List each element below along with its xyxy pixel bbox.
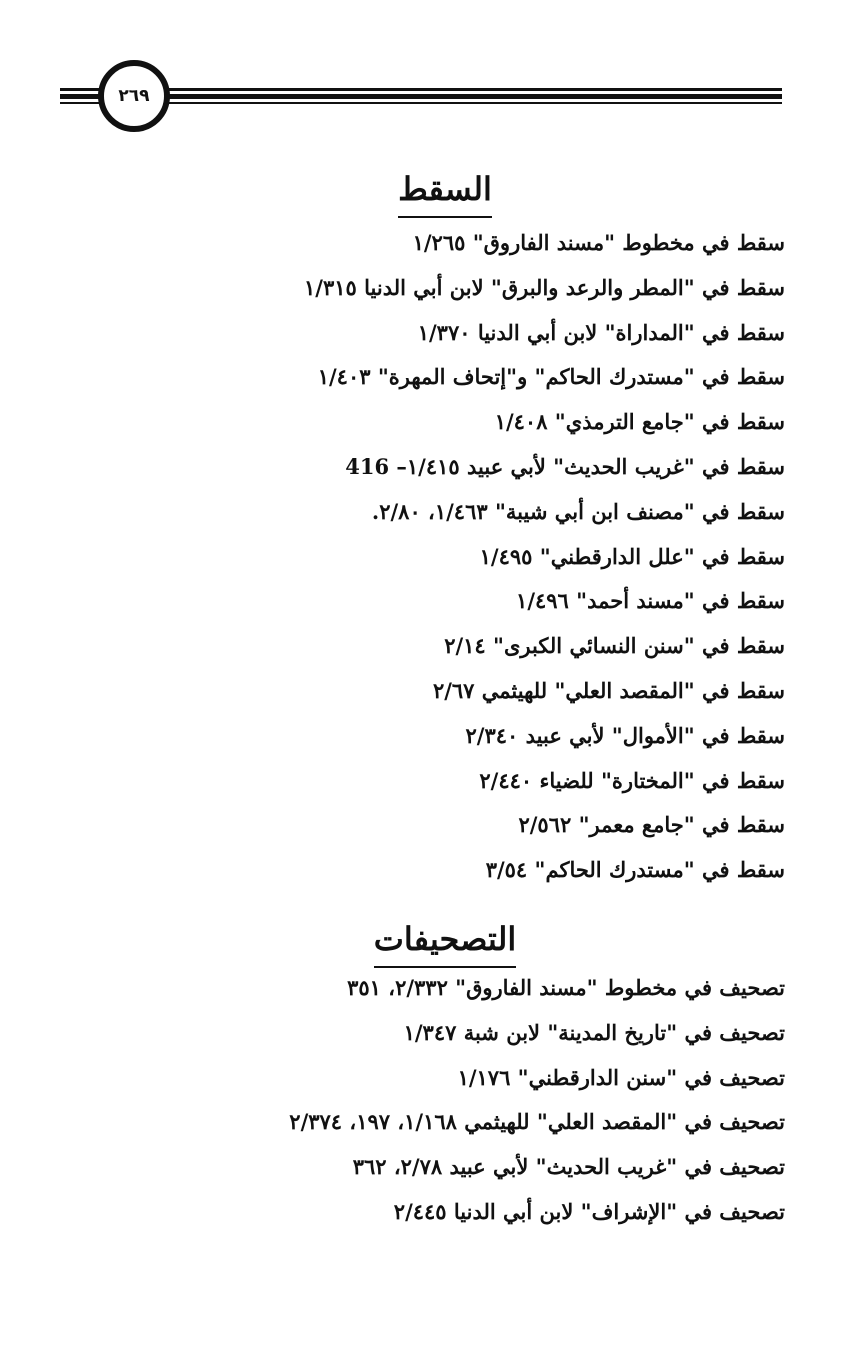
entry-list <box>304 221 785 893</box>
list-item: سقط في "جامع الترمذي" ١/٤٠٨ <box>494 409 785 435</box>
list-item: سقط في "جامع معمر" ٢/٥٦٢ <box>518 812 785 838</box>
list-item: سقط في "سنن النسائي الكبرى" ٢/١٤ <box>444 633 785 659</box>
section-heading: التصحيفات <box>374 918 516 968</box>
page-number-badge <box>98 60 170 132</box>
list-item: سقط في "الأموال" لأبي عبيد ٢/٣٤٠ <box>465 722 785 748</box>
list-item: سقط في "مستدرك الحاكم" ٣/٥٤ <box>485 857 785 883</box>
list-item: سقط في "مستدرك الحاكم" و"إتحاف المهرة" ١/٤٠٣ <box>317 364 785 390</box>
list-item: سقط في "المختارة" للضياء ٢/٤٤٠ <box>479 767 785 793</box>
list-item: سقط في "مسند أحمد" ١/٤٩٦ <box>516 588 785 614</box>
list-item: تصحيف في "الإشراف" لابن أبي الدنيا ٢/٤٤٥ <box>393 1198 785 1224</box>
page-number: ٢٦٩ <box>118 86 150 106</box>
list-item: تصحيف في "تاريخ المدينة" لابن شبة ١/٣٤٧ <box>403 1019 785 1045</box>
list-item: تصحيف في مخطوط "مسند الفاروق" ٢/٣٣٢، ٣٥١ <box>347 975 785 1000</box>
section-heading: السقط <box>398 168 492 218</box>
list-item: سقط في "المداراة" لابن أبي الدنيا ١/٣٧٠ <box>417 319 785 345</box>
list-item: تصحيف في "غريب الحديث" لأبي عبيد ٢/٧٨، ٣٦٢ <box>352 1154 785 1180</box>
section-heading-wrap <box>380 168 510 224</box>
list-item: سقط في "المطر والرعد والبرق" لابن أبي الدنيا ١/٣١٥ <box>304 274 785 300</box>
list-item: سقط في "المقصد العلي" للهيثمي ٢/٦٧ <box>432 677 785 703</box>
entry-list <box>289 966 785 1235</box>
list-item: سقط في مخطوط "مسند الفاروق" ١/٢٦٥ <box>412 230 785 255</box>
list-item: سقط في "مصنف ابن أبي شيبة" ١/٤٦٣، ٢/٨٠. <box>371 498 785 524</box>
section-saqt <box>304 221 785 893</box>
page-header <box>60 58 782 134</box>
list-item: سقط في "علل الدارقطني" ١/٤٩٥ <box>479 543 785 569</box>
list-item: سقط في "غريب الحديث" لأبي عبيد ١/٤١٥– 416 <box>345 453 785 479</box>
section-tashifat <box>289 966 785 1235</box>
list-item: تصحيف في "سنن الدارقطني" ١/١٧٦ <box>457 1064 785 1090</box>
list-item: تصحيف في "المقصد العلي" للهيثمي ١/١٦٨، ١٩٧، ٢/٣٧٤ <box>289 1109 785 1135</box>
